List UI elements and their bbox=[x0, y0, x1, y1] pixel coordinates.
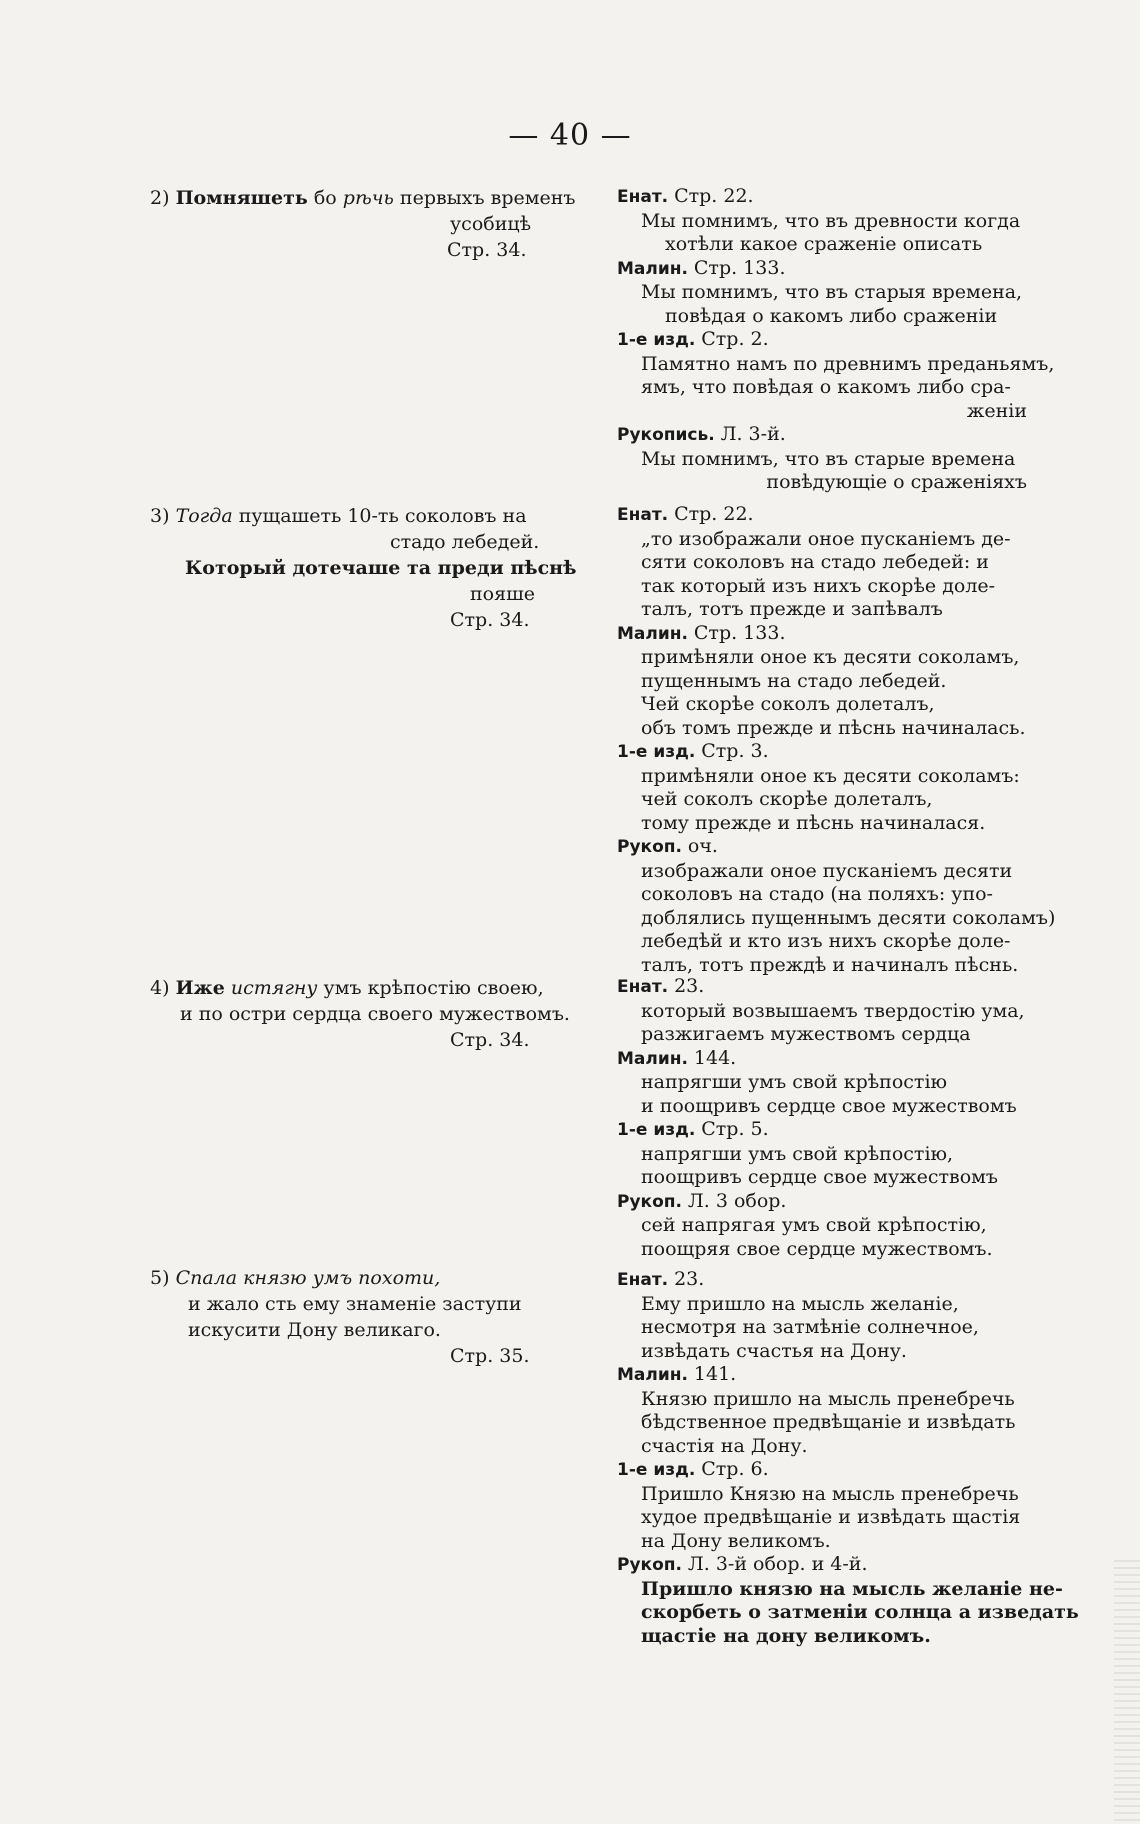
edition-line: поощривъ сердце свое мужествомъ bbox=[641, 1166, 999, 1188]
entry-3-page-ref: Стр. 34. bbox=[450, 609, 530, 631]
edition-line: повѣдая о какомъ либо сраженіи bbox=[665, 304, 998, 327]
entry-3-line-3: Который дотечаше та преди пѣснѣ bbox=[185, 557, 577, 579]
entry-5-line-2: и жало сть ему знаменіе заступи bbox=[188, 1293, 522, 1315]
edition-line: Князю пришло на мысль пренебречь bbox=[641, 1387, 1015, 1410]
edition-line: „то изображали оное пусканіемъ де- bbox=[641, 527, 1011, 550]
entry-text: умъ крѣпостію своею, bbox=[317, 977, 544, 999]
entry-3-line-2: стадо лебедей. bbox=[390, 531, 540, 553]
entry-2-original-text bbox=[150, 185, 576, 263]
entry-5-line-1 bbox=[150, 1265, 550, 1291]
edition-label: Рукоп. Л. 3 обор. bbox=[617, 1189, 787, 1212]
edition-line: худое предвѣщаніе и извѣдать щастія bbox=[641, 1506, 1021, 1528]
entry-italic-word: истягну bbox=[230, 977, 318, 999]
edition-label: 1-е изд. Стр. 6. bbox=[617, 1458, 769, 1480]
edition-line: поощряя свое сердце мужествомъ. bbox=[641, 1237, 993, 1260]
edition-label: 1-е изд. Стр. 3. bbox=[617, 740, 769, 762]
entry-text: пущашеть 10-ть соколовъ на bbox=[232, 505, 527, 527]
edition-line: сей напрягая умъ свой крѣпостію, bbox=[641, 1214, 987, 1236]
page-number: — 40 — bbox=[508, 118, 632, 153]
edition-line: напрягши умъ свой крѣпостію, bbox=[641, 1142, 954, 1165]
edition-line: несмотря на затмѣніе солнечное, bbox=[641, 1316, 979, 1338]
entry-number: 3) bbox=[150, 505, 170, 527]
edition-line: Чей скорѣе соколъ долеталъ, bbox=[641, 693, 935, 715]
edition-label: Малин. Стр. 133. bbox=[617, 256, 786, 279]
entry-3-line-1 bbox=[150, 503, 550, 529]
edition-label: 1-е изд. Стр. 2. bbox=[617, 328, 769, 350]
entry-2-page-ref: Стр. 34. bbox=[447, 239, 527, 261]
entry-4-original-text bbox=[150, 975, 570, 1053]
entry-word: Иже bbox=[175, 977, 225, 999]
edition-line: доблялись пущеннымъ десяти соколамъ) bbox=[641, 906, 1056, 929]
edition-label: Малин. 144. bbox=[617, 1046, 737, 1069]
edition-line: сяти соколовъ на стадо лебедей: и bbox=[641, 551, 989, 573]
edition-label: Малин. Стр. 133. bbox=[617, 621, 786, 644]
edition-line: счастія на Дону. bbox=[641, 1434, 808, 1457]
edition-line: женіи bbox=[966, 399, 1027, 422]
edition-line: бѣдственное предвѣщаніе и извѣдать bbox=[641, 1411, 1016, 1433]
edition-label: Енат. Стр. 22. bbox=[617, 503, 754, 525]
edition-line: изображали оное пусканіемъ десяти bbox=[641, 859, 1013, 882]
edition-label: Рукоп. Л. 3-й обор. и 4-й. bbox=[617, 1553, 868, 1575]
edition-line: Мы помнимъ, что въ старые времена bbox=[641, 447, 1016, 470]
edition-line: ямъ, что повѣдая о какомъ либо сра- bbox=[641, 376, 1011, 398]
entry-5-page-ref: Стр. 35. bbox=[450, 1345, 530, 1367]
entry-4-line-2: и по остри сердца своего мужествомъ. bbox=[180, 1003, 570, 1025]
entry-5-editions bbox=[617, 1268, 1079, 1648]
entry-word: Помняшеть bbox=[175, 187, 308, 209]
edition-line: Ему пришло на мысль желаніе, bbox=[641, 1292, 959, 1315]
edition-line: пущеннымъ на стадо лебедей. bbox=[641, 669, 947, 692]
entry-word: бо bbox=[307, 187, 343, 209]
edition-line: который возвышаемъ твердостію ума, bbox=[641, 999, 1025, 1022]
entry-2-line-1 bbox=[150, 185, 576, 211]
edition-label: Малин. 141. bbox=[617, 1363, 737, 1385]
edition-line: повѣдующіе о сраженіяхъ bbox=[766, 471, 1027, 493]
entry-4-line-1 bbox=[150, 975, 550, 1001]
edition-line: талъ, тотъ прежде и запѣвалъ bbox=[641, 598, 943, 620]
entry-3-editions bbox=[617, 503, 1056, 977]
edition-line: щастіе на дону великомъ. bbox=[641, 1624, 931, 1647]
entry-text: первыхъ временъ bbox=[393, 187, 576, 209]
edition-line: так который изъ нихъ скорѣе доле- bbox=[641, 574, 996, 597]
edition-line: примѣняли оное къ десяти соколамъ, bbox=[641, 646, 1020, 668]
edition-label: Рукоп. оч. bbox=[617, 835, 718, 857]
entry-number: 4) bbox=[150, 977, 170, 999]
entry-2-editions bbox=[617, 185, 1055, 495]
edition-line: Пришло князю на мысль желаніе не- bbox=[641, 1577, 1063, 1600]
edition-line: тому прежде и пѣснь начиналася. bbox=[641, 811, 986, 834]
edition-line: напрягши умъ свой крѣпостію bbox=[641, 1071, 948, 1093]
edition-line: хотѣли какое сраженіе описать bbox=[665, 233, 983, 255]
entry-4-editions bbox=[617, 975, 1027, 1261]
edition-line: объ томъ прежде и пѣснь начиналась. bbox=[641, 716, 1026, 739]
entry-3-line-4: пояше bbox=[470, 583, 535, 605]
edition-label: Рукопись. Л. 3-й. bbox=[617, 423, 786, 445]
edition-line: Пришло Князю на мысль пренебречь bbox=[641, 1482, 1019, 1505]
entry-number: 2) bbox=[150, 187, 170, 209]
edition-line: Мы помнимъ, что въ древности когда bbox=[641, 209, 1021, 232]
entry-2-line-2: усобицѣ bbox=[450, 213, 532, 235]
edition-line: Мы помнимъ, что въ старыя времена, bbox=[641, 281, 1023, 303]
edition-line: примѣняли оное къ десяти соколамъ: bbox=[641, 764, 1020, 787]
edition-label: Енат. 23. bbox=[617, 1268, 705, 1290]
entry-number: 5) bbox=[150, 1267, 170, 1289]
entry-italic-word: рѣчь bbox=[342, 187, 394, 209]
edition-line: извѣдать счастья на Дону. bbox=[641, 1339, 907, 1362]
entry-5-original-text bbox=[150, 1265, 550, 1369]
edition-line: талъ, тотъ преждѣ и начиналъ пѣснь. bbox=[641, 953, 1019, 976]
entry-italic-text: Спала князю умъ похоти, bbox=[175, 1267, 441, 1289]
edition-line: скорбеть о затменіи солнца а изведать bbox=[641, 1601, 1079, 1623]
edition-line: разжигаемъ мужествомъ сердца bbox=[641, 1023, 971, 1045]
edition-line: Памятно намъ по древнимъ преданьямъ, bbox=[641, 352, 1055, 375]
scan-edge-noise bbox=[1114, 1560, 1140, 1824]
entry-3-original-text bbox=[150, 503, 577, 633]
edition-label: Енат. Стр. 22. bbox=[617, 185, 754, 207]
edition-line: лебедѣй и кто изъ нихъ скорѣе доле- bbox=[641, 930, 1011, 952]
edition-label: Енат. 23. bbox=[617, 975, 705, 997]
edition-line: на Дону великомъ. bbox=[641, 1529, 831, 1552]
edition-line: чей соколъ скорѣе долеталъ, bbox=[641, 788, 933, 810]
entry-italic-word: Тогда bbox=[175, 505, 233, 527]
entry-4-page-ref: Стр. 34. bbox=[450, 1029, 530, 1051]
edition-line: и поощривъ сердце свое мужествомъ bbox=[641, 1094, 1017, 1117]
edition-label: 1-е изд. Стр. 5. bbox=[617, 1118, 769, 1140]
edition-line: соколовъ на стадо (на поляхъ: упо- bbox=[641, 883, 993, 905]
entry-5-line-3: искусити Дону великаго. bbox=[188, 1319, 441, 1341]
